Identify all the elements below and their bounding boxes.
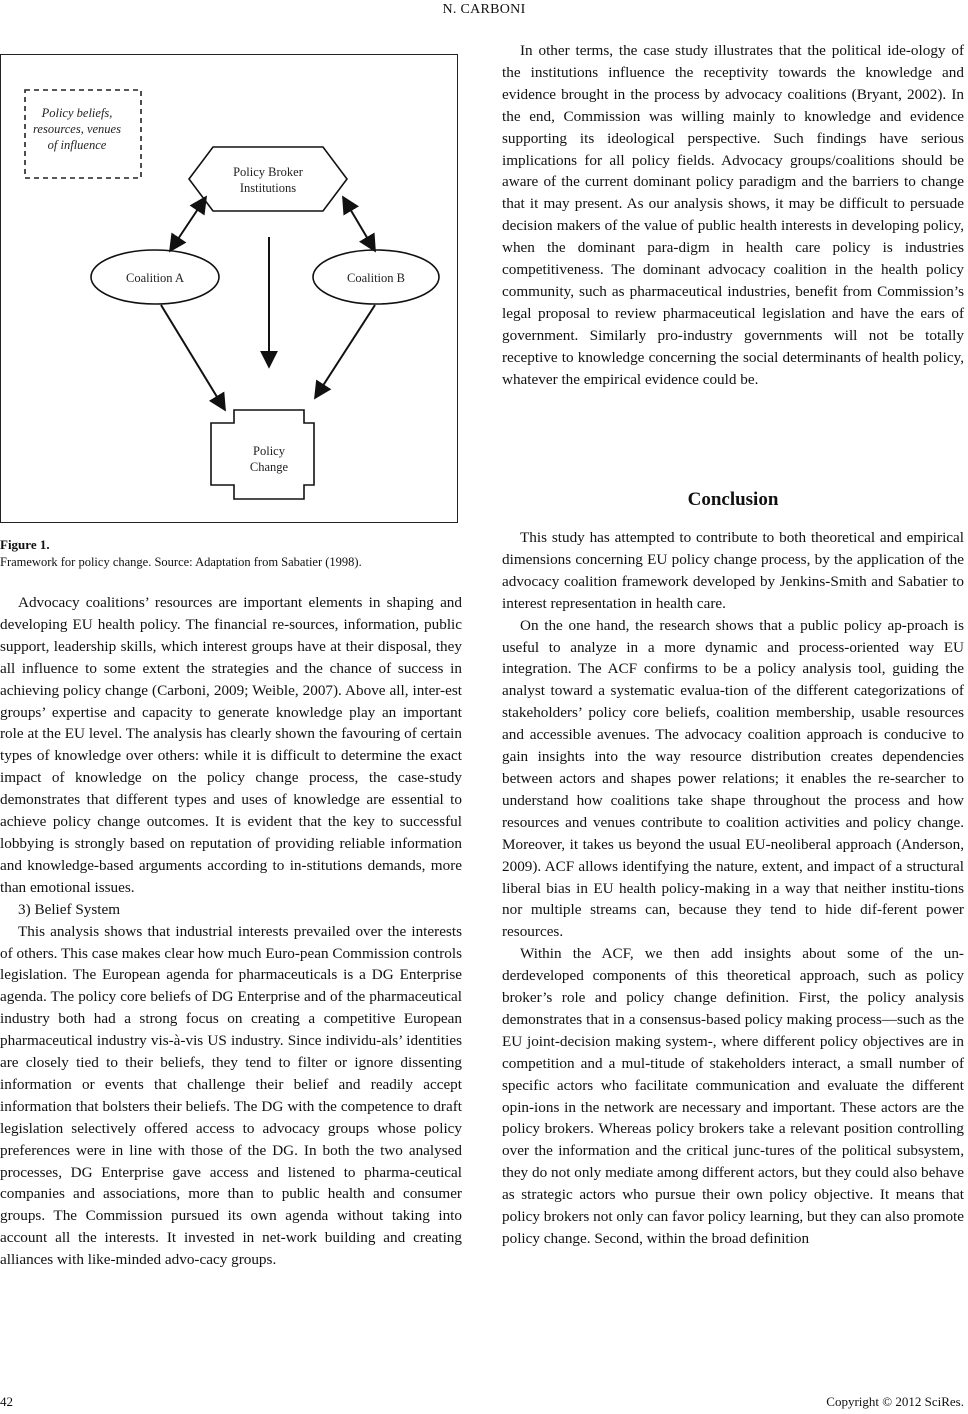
policy-change-label-1: Policy (253, 444, 285, 458)
arrow-coalition-b-policy-change (315, 305, 375, 398)
copyright-notice: Copyright © 2012 SciRes. (826, 1394, 964, 1409)
policy-broker-label-1: Policy Broker (233, 165, 303, 179)
conclusion-heading: Conclusion (687, 489, 779, 510)
left-paragraph-1: Advocacy coalitions’ resources are important elements in shaping and developing EU health policy. The financial re-sources, information, public support, leadership skills, which interest groups have at their disposal, they all influence to some extent the strategies and the chance of success in achieving policy change (Carboni, 2009; Weible, 2007). Above all, inter-est groups’ expertise and capacity to generate knowledge play an important role at the EU level. The analysis has clearly shown the favouring of certain types of knowledge over others: while it is difficult to determine the exact impact of knowledge on the policy change process, the case-study demonstrates that different types and uses of knowledge are essential to achieve policy change outcomes. It is evident that the key to successful lobbying is strongly based on reputation of providing reliable information and knowledge-based arguments according to in-stitutions demands, more than emotional issues. (0, 594, 462, 896)
coalition-b-label: Coalition B (347, 271, 405, 285)
subheading-belief-system: 3) Belief System (18, 900, 121, 918)
arrow-broker-coalition-b (343, 197, 375, 251)
figure-caption: Framework for policy change. Source: Adaptation from Sabatier (1998). (0, 555, 362, 569)
policy-framework-diagram (1, 55, 459, 524)
policy-broker-label-2: Institutions (239, 181, 297, 195)
right-paragraph-3: On the one hand, the research shows that a public policy ap-proach is useful to analyze in a more dynamic and process-oriented way EU integration. The ACF confirms to be a policy analysis tool, guiding the analyst toward a systematic evalua-tion of the different categorizations of stakeholders’ policy core beliefs, coalition membership, usable resources and accessible avenues. The advocacy coalition approach is conducive to gain insights into the way resource distribution creates dependencies between actors and shapes power relations; it enables the re-searcher to understand how coalitions take shape throughout the process and how resources and venues contribute to coalition activities and policy change. Moreover, it takes us beyond the usual EU-neoliberal approach (Anderson, 2009). ACF allows identifying the nature, extent, and impact of a structural liberal bias in EU health policy-making in a way that neither institu-tions nor multiple streams can, because they tend to hide dif-ferent power resources. (502, 616, 964, 941)
policy-beliefs-label-2: resources, venues (33, 122, 121, 136)
left-paragraph-2: This analysis shows that industrial interests prevailed over the interests of others. This case makes clear how much Euro-pean Commission controls legislation. The European agenda for pharmaceuticals is a DG Enterprise agenda. The policy core beliefs of DG Enterprise and of the pharmaceutical industry both had a strong focus on creating a competitive European pharmaceutical industry vis-à-vis US industry. Since individu-als’ identities are closely tied to their beliefs, they tend to filter or ignore dissenting information or events that challenge their belief and readily accept information that bolsters their beliefs. The DG with the competence to draft legislation selectively offered access to advocacy groups whose policy preferences were in line with those of the DG. In both the two analysed processes, DG Enterprise gave access and listened to pharma-ceutical companies and associations, more than to public health and consumer groups. The Commission pursued its own agenda without taking into account all the interests. It invested in net-work building and creating alliances with like-minded advo-cacy groups. (0, 922, 462, 1269)
figure-1-diagram (0, 54, 458, 523)
right-paragraph-4: Within the ACF, we then add insights about some of the un-derdeveloped components of this theoretical approach, such as policy broker’s role and policy change definition. First, the policy analysis demonstrates that in a consensus-based policy making process—such as the EU joint-decision making system-, where different policy objectives are in competition and a mul-titude of stakeholders interact, a small number of specific actors who facilitate communication and evaluate the different opin-ions in the network are necessary and important. These actors are the policy brokers. Whereas policy brokers take a relevant position controlling over the information and the critical junc-tures of the political subsystem, they do not only mediate among different actors, but they could also behave as strategic actors who pursue their own policy objective. It means that policy brokers not only can favor policy learning, but they can also promote policy change. Second, within the broad definition (502, 945, 964, 1247)
right-paragraph-2: This study has attempted to contribute to both theoretical and empirical dimensions concerning EU policy change process, by the application of the advocacy coalition framework developed by Jenkins-Smith and Sabatier to interest representation in health care. (502, 529, 964, 612)
arrow-coalition-a-broker (170, 197, 206, 251)
left-column-text (0, 592, 462, 1271)
policy-beliefs-label-3: of influence (47, 138, 107, 152)
policy-beliefs-label-1: Policy beliefs, (41, 106, 113, 120)
page-number: 42 (0, 1394, 13, 1409)
arrow-coalition-a-policy-change (161, 305, 225, 410)
policy-change-label-2: Change (249, 460, 289, 474)
right-paragraph-1: In other terms, the case study illustrates that the political ide-ology of the institutions influence the receptivity towards the knowledge and evidence brought in the process by advocacy coalitions (Bryant, 2002). In the end, Commission was willing mainly to knowledge and evidence supporting its ideological perspective. Such findings have serious implications for all policy fields. Advocacy groups/coalitions should be aware of the current dominant policy paradigm and the barriers to change that it may present. As our analysis shows, it may be difficult to persuade decision makers of the value of public health interests in developing policy, when the dominant para-digm in health care policy is industries competitiveness. The dominant advocacy coalition in the health policy community, such as pharmaceutical industries, benefit from Commission’s legal proposal to review pharmaceutical legislation and have the ears of government. Similarly pro-industry governments will not be totally receptive to knowledge concerning the social determinants of health policy, whatever the empirical evidence could be. (502, 42, 964, 388)
right-column-text-top (502, 40, 964, 391)
figure-title: Figure 1. (0, 537, 50, 552)
coalition-a-label: Coalition A (126, 271, 184, 285)
running-head: N. CARBONI (442, 2, 526, 17)
right-column-text-bottom (502, 527, 964, 1250)
policy-broker-hexagon (189, 147, 347, 211)
